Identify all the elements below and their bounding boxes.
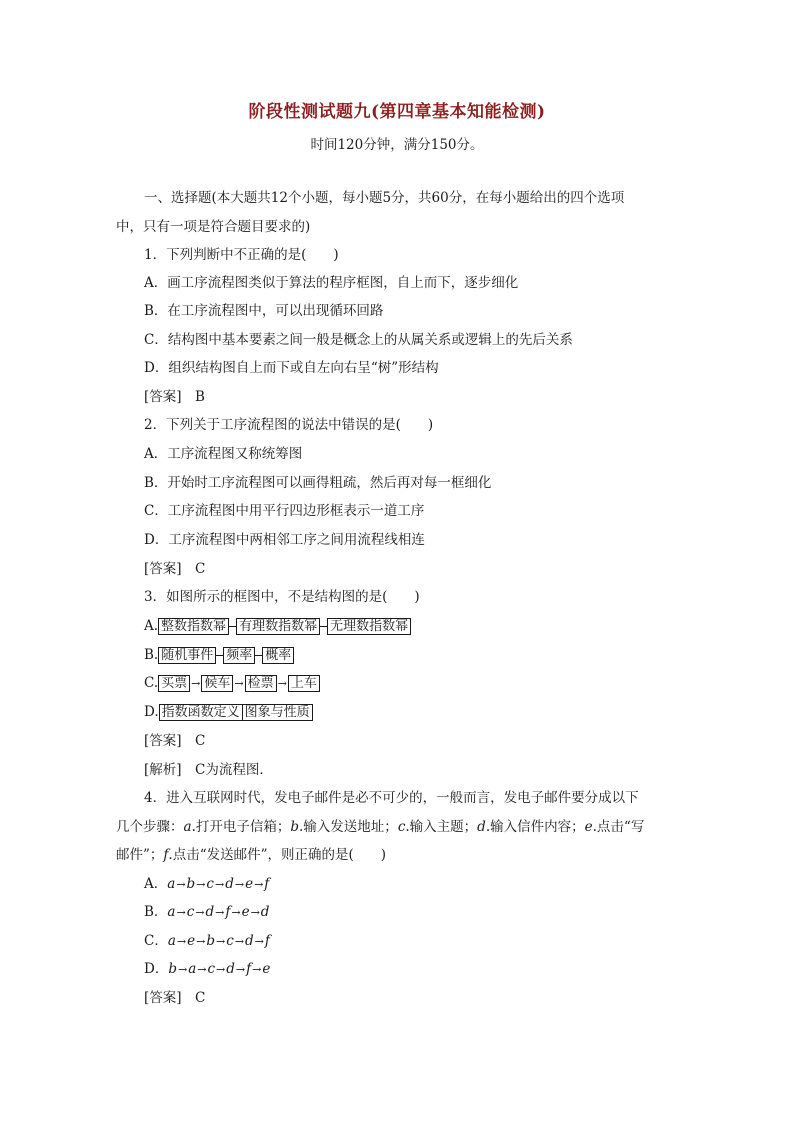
q4-text: .输入发送地址； [299, 819, 398, 835]
q4-text: .输入主题； [405, 819, 478, 835]
q3-option-b-label: B. [144, 647, 159, 663]
page-title: 阶段性测试题九(第四章基本知能检测) [248, 102, 546, 122]
section-heading-line1: 一、选择题(本大题共12个小题，每小题5分，共60分，在每小题给出的四个选项 [144, 190, 625, 206]
step-letter: d [226, 961, 235, 977]
step-letter: c [206, 876, 214, 892]
step-letter: c [186, 904, 195, 920]
q3-option-a-diagram [144, 617, 411, 635]
step-letter: c [226, 933, 234, 949]
arrow-icon: → [196, 878, 206, 891]
q4-stem-line2 [116, 818, 644, 836]
q3-option-a-label: A. [144, 618, 159, 634]
q4-option-b [144, 903, 269, 922]
arrow-icon: → [234, 935, 244, 948]
arrow-icon: → [250, 906, 260, 919]
diagram-box: 有理数指数幂 [236, 618, 320, 635]
diagram-box: 上车 [288, 675, 320, 692]
diagram-box: 整数指数幂 [158, 618, 229, 635]
option-label: C． [144, 933, 168, 949]
arrow-icon: → [234, 878, 245, 891]
step-letter: b [186, 876, 196, 892]
step-letter: a [167, 876, 176, 892]
diagram-box: 检票 [245, 675, 277, 692]
step-letter: e [241, 904, 250, 920]
diagram-box: 随机事件 [158, 647, 216, 664]
q4-stem-line3 [116, 846, 386, 864]
arrow-icon: → [197, 963, 207, 976]
q4-option-a [144, 875, 269, 894]
q3-option-d-diagram [144, 703, 313, 721]
step-letter: c [207, 961, 216, 977]
step-letter: d [245, 933, 254, 949]
q4-text: 几个步骤： [116, 819, 184, 835]
step-letter: e [245, 876, 254, 892]
step-letter: e [187, 933, 196, 949]
step-letter: c [397, 819, 406, 835]
arrow-icon: → [252, 963, 262, 976]
q3-option-d-label: D. [144, 704, 159, 720]
q4-stem-line1: 4．进入互联网时代，发电子邮件是必不可少的，一般而言，发电子邮件要分成以下 [144, 790, 639, 806]
arrow-icon: → [177, 963, 188, 976]
step-letter: e [584, 819, 593, 835]
option-label: B． [144, 904, 168, 920]
arrow-icon: → [216, 935, 226, 948]
step-letter: a [167, 933, 176, 949]
q4-text: .输入信件内容； [485, 819, 585, 835]
q4-option-d [144, 960, 270, 979]
diagram-box: 指数函数定义 [159, 704, 243, 721]
step-letter: f [225, 904, 231, 920]
connector-line [216, 655, 223, 656]
step-letter: f [163, 847, 169, 863]
diagram-box: 图象与性质 [243, 704, 313, 721]
q2-stem: 2．下列关于工序流程图的说法中错误的是( ) [144, 417, 434, 433]
q1-option-b: B．在工序流程图中，可以出现循环回路 [144, 303, 384, 319]
connector-line [229, 626, 236, 627]
step-letter: a [188, 961, 197, 977]
step-letter: f [246, 961, 252, 977]
step-letter: b [290, 819, 300, 835]
step-letter: d [225, 876, 234, 892]
diagram-box: 概率 [262, 647, 294, 664]
q1-option-a: A．画工序流程图类似于算法的程序框图，自上而下，逐步细化 [144, 275, 519, 291]
q4-text: .打开电子信箱； [191, 819, 291, 835]
q3-answer: [答案] C [144, 733, 206, 749]
step-letter: f [264, 933, 270, 949]
option-label: D． [144, 961, 169, 977]
connector-line [255, 655, 262, 656]
arrow-icon: → [216, 963, 226, 976]
q3-option-b-diagram [144, 646, 294, 664]
step-letter: e [262, 961, 271, 977]
q3-option-c-label: C. [144, 675, 159, 691]
step-letter: d [477, 819, 486, 835]
step-letter: a [167, 904, 176, 920]
connector-line [320, 626, 327, 627]
arrow-icon: → [196, 935, 206, 948]
arrow-icon: → [176, 906, 186, 919]
q4-option-c [144, 932, 270, 951]
q2-option-b: B．开始时工序流程图可以画得粗疏，然后再对每一框细化 [144, 475, 492, 491]
arrow-icon: → [235, 963, 246, 976]
time-limit-note: 时间120分钟，满分150分。 [310, 137, 484, 153]
diagram-box: 频率 [223, 647, 255, 664]
q2-answer: [答案] C [144, 561, 206, 577]
arrow-icon: → [254, 878, 264, 891]
q4-text: 邮件”； [116, 847, 164, 863]
q1-option-d: D．组织结构图自上而下或自左向右呈“树”形结构 [144, 360, 439, 376]
diagram-box: 无理数指数幂 [327, 618, 411, 635]
step-letter: b [168, 961, 177, 977]
arrow-icon: → [195, 906, 205, 919]
step-letter: d [205, 904, 215, 920]
q4-text: .点击“写 [592, 819, 645, 835]
arrow-icon: → [231, 906, 241, 919]
step-letter: d [260, 904, 270, 920]
q1-option-c: C．结构图中基本要素之间一般是概念上的从属关系或逻辑上的先后关系 [144, 332, 573, 348]
q3-analysis: [解析] C为流程图． [144, 762, 273, 778]
diagram-box: 买票 [158, 675, 190, 692]
step-letter: b [206, 933, 215, 949]
arrow-icon: → [214, 878, 225, 891]
arrow-icon: → [215, 906, 225, 919]
step-letter: a [183, 819, 192, 835]
q3-stem: 3．如图所示的框图中，不是结构图的是( ) [144, 589, 420, 605]
arrow-icon: → [191, 677, 201, 690]
arrow-icon: → [277, 677, 287, 690]
arrow-icon: → [176, 878, 186, 891]
section-heading-line2: 中，只有一项是符合题目要求的) [116, 219, 311, 235]
diagram-box: 候车 [201, 675, 233, 692]
option-label: A． [144, 876, 168, 892]
q2-option-c: C．工序流程图中用平行四边形框表示一道工序 [144, 503, 425, 519]
q4-answer: [答案] C [144, 990, 206, 1006]
q4-text: .点击“发送邮件”，则正确的是( ) [168, 847, 387, 863]
q3-option-c-diagram [144, 674, 320, 693]
q2-option-d: D．工序流程图中两相邻工序之间用流程线相连 [144, 532, 425, 548]
q2-option-a: A．工序流程图又称统筹图 [144, 446, 303, 462]
arrow-icon: → [234, 677, 244, 690]
q1-stem: 1．下列判断中不正确的是( ) [144, 247, 339, 263]
q1-answer: [答案] B [144, 389, 205, 405]
arrow-icon: → [254, 935, 264, 948]
arrow-icon: → [176, 935, 187, 948]
step-letter: f [264, 876, 270, 892]
